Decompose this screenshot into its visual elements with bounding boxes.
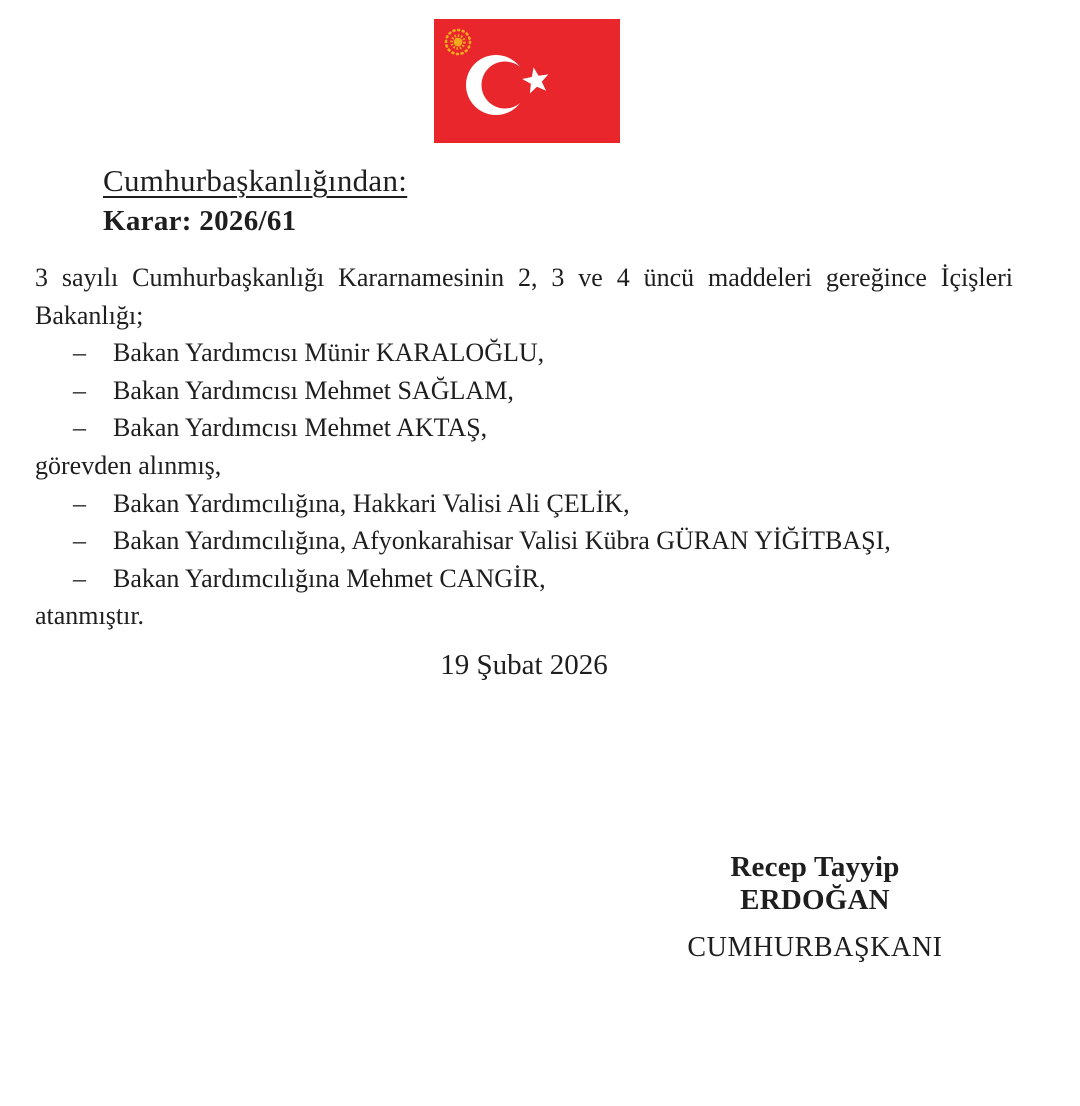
signatory-title: CUMHURBAŞKANI [687, 932, 943, 963]
flag-graphic [434, 19, 620, 143]
list-item-text: Bakan Yardımcılığına Mehmet CANGİR, [113, 563, 546, 593]
list-item-text: Bakan Yardımcısı Münir KARALOĞLU, [113, 338, 545, 368]
list-item-text: Bakan Yardımcılığına, Hakkari Valisi Ali ÇELİK, [113, 488, 630, 518]
list-item-text: Bakan Yardımcısı Mehmet SAĞLAM, [113, 375, 514, 405]
turkish-presidential-flag [434, 19, 620, 143]
body-line-text: Bakanlığı; [35, 300, 144, 330]
document-date: 19 Şubat 2026 [440, 649, 608, 681]
dash-bullet: – [73, 375, 86, 405]
list-item [35, 372, 1013, 410]
dash-bullet: – [73, 526, 86, 556]
body-line [35, 297, 1013, 335]
dash-bullet: – [73, 338, 86, 368]
list-item [35, 560, 1013, 598]
decision-number: Karar: 2026/61 [103, 205, 297, 237]
body-line-text: atanmıştır. [35, 601, 145, 631]
signature-block [655, 851, 975, 964]
body-line-text: görevden alınmış, [35, 450, 222, 480]
list-item [35, 334, 1013, 372]
dash-bullet: – [73, 413, 86, 443]
body-line [35, 597, 1013, 635]
document-title: Cumhurbaşkanlığından: [103, 163, 408, 198]
dash-bullet: – [73, 563, 86, 593]
body-line [35, 447, 1013, 485]
list-item [35, 485, 1013, 523]
list-item [35, 409, 1013, 447]
signatory-name: Recep Tayyip ERDOĞAN [730, 851, 900, 916]
list-item [35, 522, 1013, 560]
list-item-text: Bakan Yardımcılığına, Afyonkarahisar Valisi Kübra GÜRAN YİĞİTBAŞI, [113, 526, 891, 556]
list-item-text: Bakan Yardımcısı Mehmet AKTAŞ, [113, 413, 488, 443]
body-line-text: 3 sayılı Cumhurbaşkanlığı Kararnamesinin 2, 3 ve 4 üncü maddeleri gereğince İçişleri [35, 263, 1013, 292]
body-line [35, 259, 1013, 297]
document-body [35, 259, 1013, 635]
dash-bullet: – [73, 488, 86, 518]
